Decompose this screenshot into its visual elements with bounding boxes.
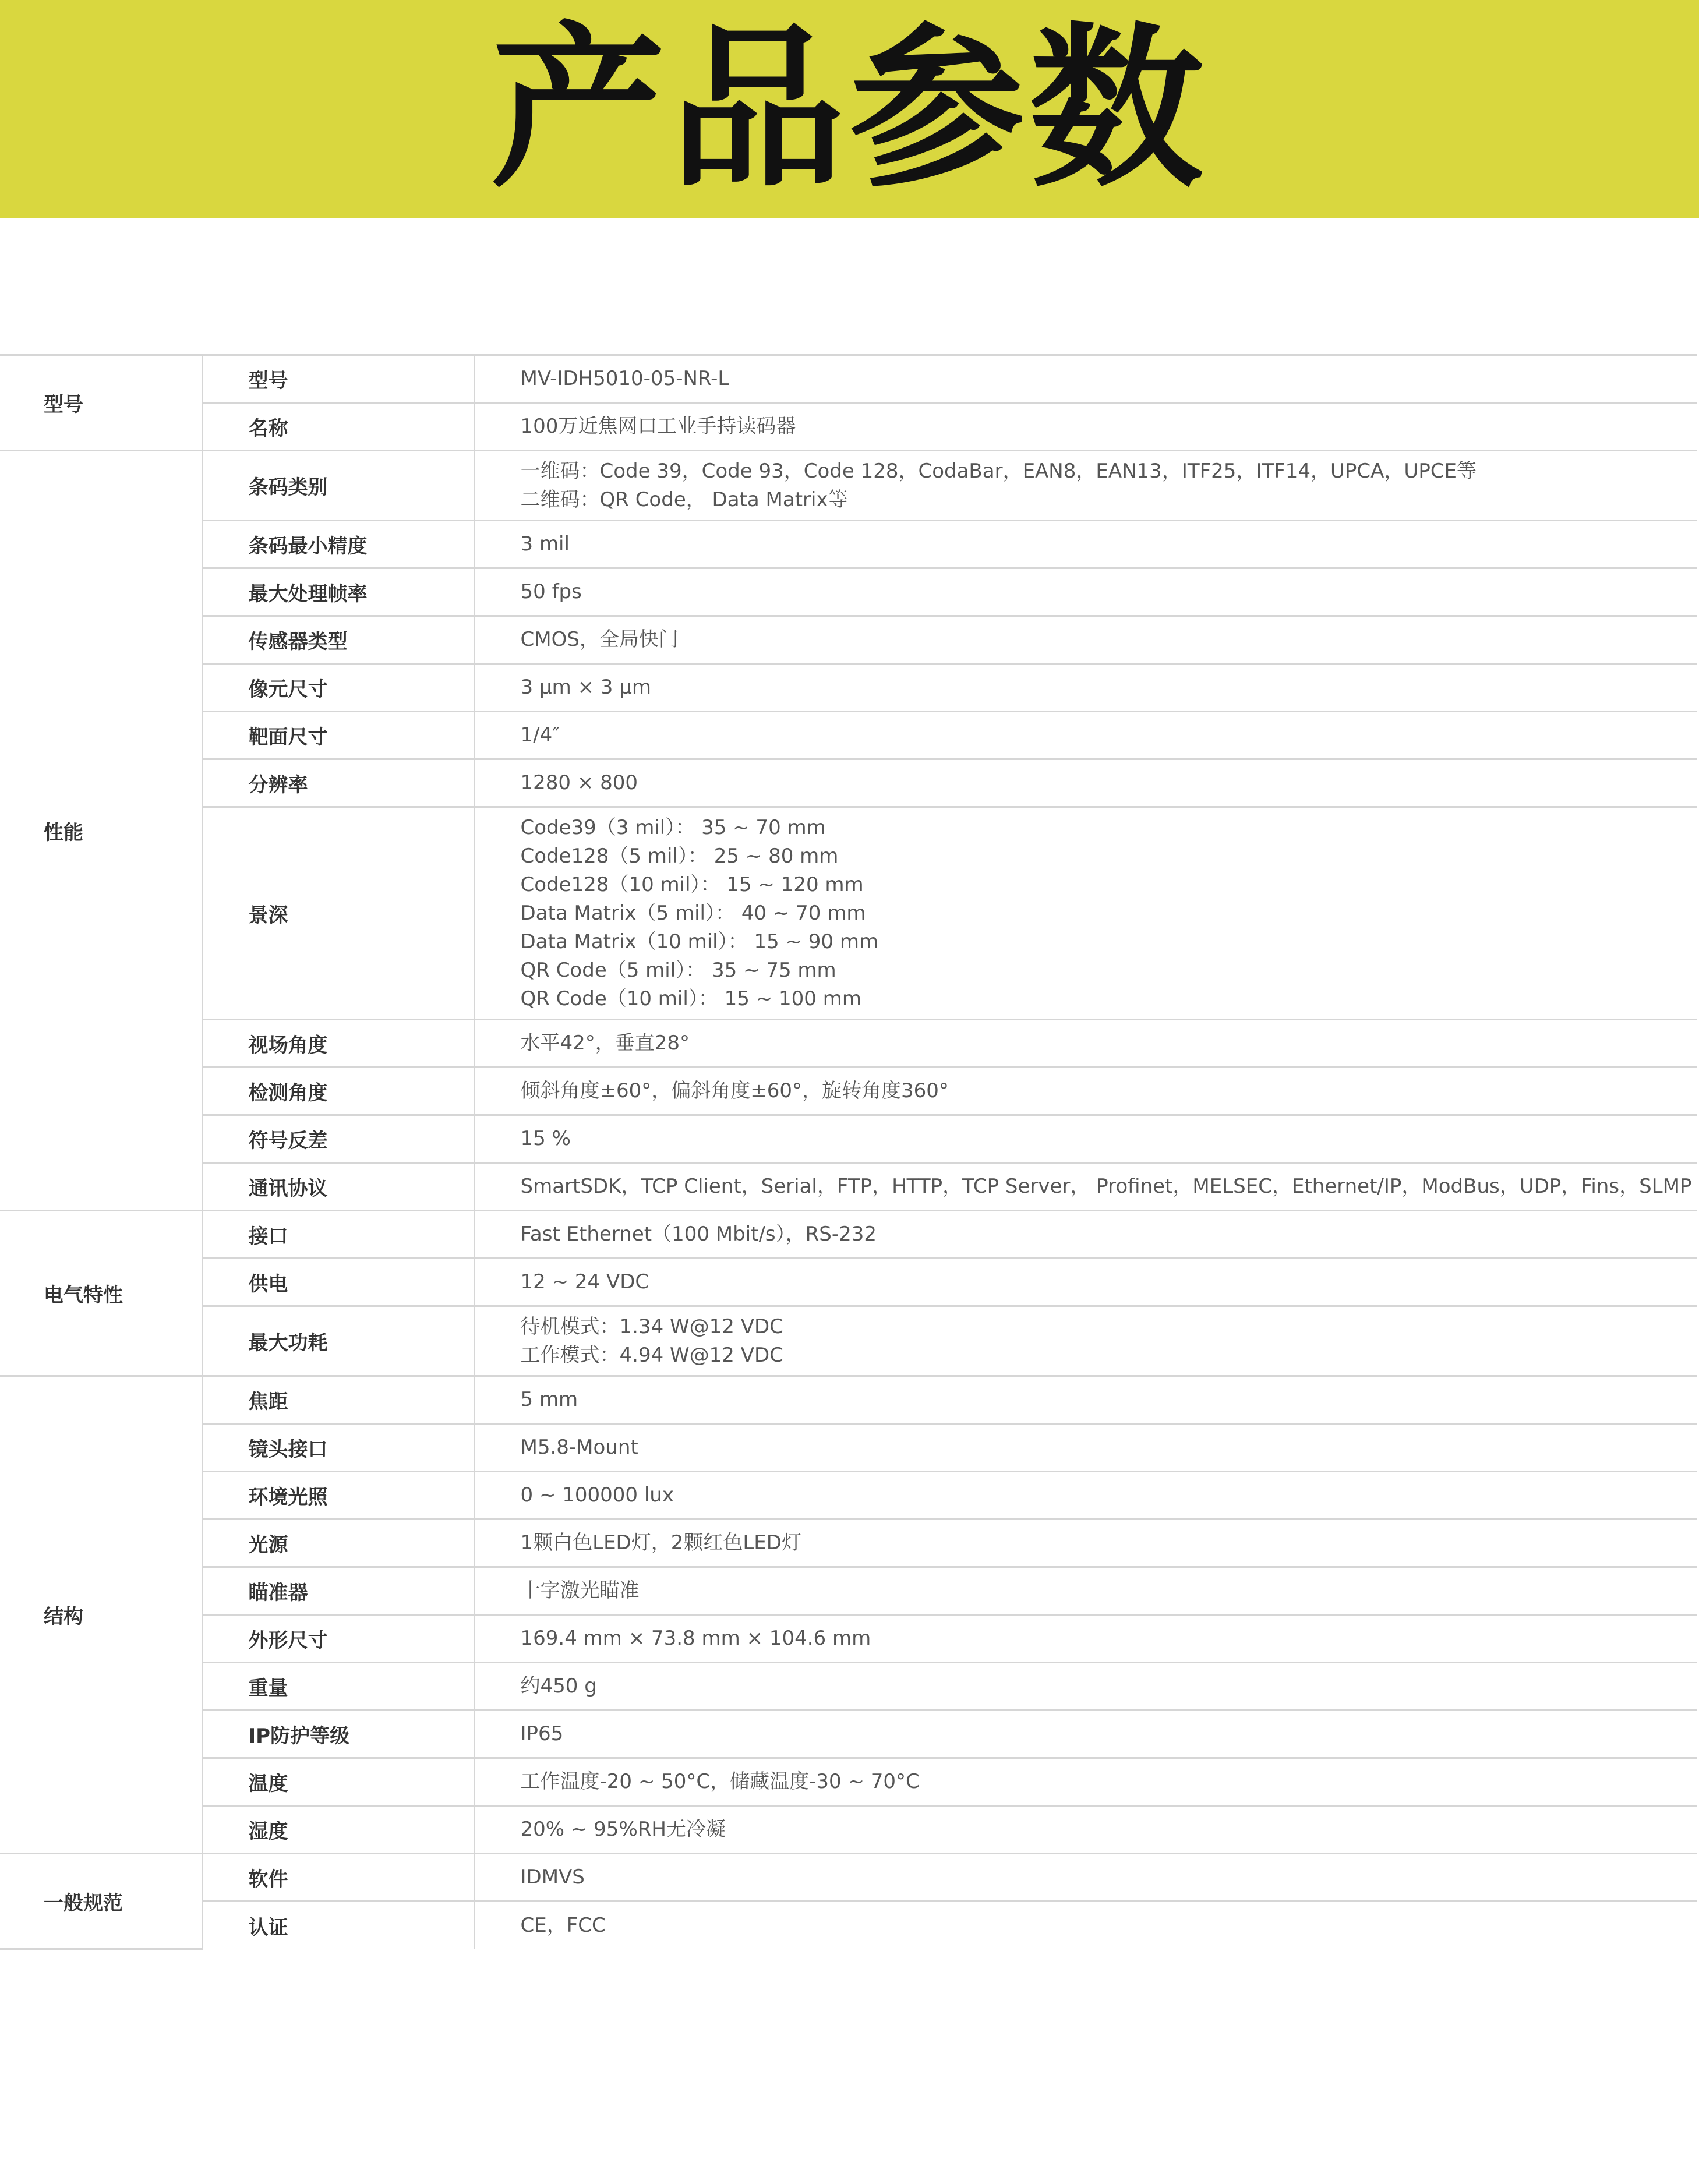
spec-value [474,568,1697,616]
spec-value [474,1711,1697,1758]
spec-label: 湿度 [202,1806,474,1854]
spec-value [474,1902,1697,1949]
spec-value [474,1306,1697,1376]
spec-value [474,1424,1697,1472]
spec-value [474,1567,1697,1615]
spec-value [474,1806,1697,1854]
spec-label: 温度 [202,1758,474,1806]
spec-value-line: QR Code（10 mil）： 15 ~ 100 mm [520,987,861,1010]
spec-value-line: 12 ~ 24 VDC [520,1270,649,1294]
spec-row [0,1711,1697,1758]
spec-row [0,1115,1697,1163]
spec-label: 条码类别 [202,451,474,521]
spec-label: IP防护等级 [202,1711,474,1758]
spec-value [474,712,1697,759]
spec-value [474,1615,1697,1663]
spec-value-line: 1280 × 800 [520,771,638,794]
spec-row [0,1306,1697,1376]
spec-value [474,1519,1697,1567]
spec-label: 焦距 [202,1376,474,1424]
spec-row [0,1758,1697,1806]
spec-label: 环境光照 [202,1472,474,1519]
spec-label: 光源 [202,1519,474,1567]
spec-label: 瞄准器 [202,1567,474,1615]
spec-label: 靶面尺寸 [202,712,474,759]
spec-row [0,451,1697,521]
spec-value-line: 3 mil [520,532,570,556]
spec-value-line: IDMVS [520,1865,585,1889]
spec-value [474,1758,1697,1806]
spec-label: 景深 [202,807,474,1020]
spec-value [474,1163,1697,1211]
spec-value-line: 0 ~ 100000 lux [520,1483,674,1507]
spec-value-line: 工作温度-20 ~ 50°C，储藏温度-30 ~ 70°C [520,1770,920,1793]
spec-value-line: MV-IDH5010-05-NR-L [520,367,729,390]
spec-value-line: 工作模式：4.94 W@12 VDC [520,1343,783,1367]
spec-value-line: 倾斜角度±60°，偏斜角度±60°，旋转角度360° [520,1079,949,1102]
spec-value-line: CMOS，全局快门 [520,628,679,651]
spec-row [0,1902,1697,1949]
page-title: 产品参数 [490,7,1209,211]
spec-value [474,807,1697,1020]
spec-value-line: QR Code（5 mil）： 35 ~ 75 mm [520,958,836,982]
spec-label: 通讯协议 [202,1163,474,1211]
spec-value-line: Data Matrix（10 mil）： 15 ~ 90 mm [520,930,879,953]
spec-value-line: Code128（5 mil）： 25 ~ 80 mm [520,844,839,868]
spec-value-line: 1颗白色LED灯，2颗红色LED灯 [520,1531,801,1554]
spec-group-label: 型号 [0,355,202,451]
spec-value [474,355,1697,403]
spec-table [0,354,1697,1950]
spec-value-line: Code39（3 mil）： 35 ~ 70 mm [520,815,826,839]
spec-group-label: 结构 [0,1376,202,1854]
spec-value-line: CE，FCC [520,1913,606,1937]
spec-row [0,1472,1697,1519]
spec-value [474,1115,1697,1163]
spec-label: 重量 [202,1663,474,1711]
spec-value-line: 十字激光瞄准 [520,1579,640,1602]
spec-value-line: 1/4″ [520,723,560,747]
spec-row [0,1163,1697,1211]
spec-label: 符号反差 [202,1115,474,1163]
spec-label: 最大功耗 [202,1306,474,1376]
spec-row [0,355,1697,403]
spec-value-line: 3 μm × 3 μm [520,676,651,699]
spec-row [0,1068,1697,1115]
spec-label: 传感器类型 [202,616,474,664]
spec-row [0,712,1697,759]
spec-table-body [0,355,1697,1949]
spec-value [474,1211,1697,1259]
spec-label: 软件 [202,1854,474,1902]
spec-value [474,1472,1697,1519]
spec-row [0,1259,1697,1306]
spec-value [474,616,1697,664]
spec-row [0,1854,1697,1902]
spec-value [474,759,1697,807]
spec-label: 视场角度 [202,1020,474,1068]
spec-row [0,568,1697,616]
spec-label: 镜头接口 [202,1424,474,1472]
spec-row [0,664,1697,712]
spec-label: 条码最小精度 [202,521,474,568]
spec-row [0,1020,1697,1068]
spec-value-line: IP65 [520,1722,564,1745]
spec-row [0,1211,1697,1259]
spec-row [0,616,1697,664]
spec-value [474,1020,1697,1068]
spec-row [0,1424,1697,1472]
spec-label: 认证 [202,1902,474,1949]
spec-value [474,1068,1697,1115]
spec-group-label: 一般规范 [0,1854,202,1949]
spec-label: 型号 [202,355,474,403]
spec-label: 检测角度 [202,1068,474,1115]
spec-value-line: Data Matrix（5 mil）： 40 ~ 70 mm [520,901,866,925]
spec-value-line: 约450 g [520,1674,597,1698]
spec-row [0,1519,1697,1567]
spec-row [0,807,1697,1020]
spec-label: 供电 [202,1259,474,1306]
spec-row [0,521,1697,568]
spec-row [0,1663,1697,1711]
spec-value [474,1376,1697,1424]
spec-value [474,403,1697,451]
spec-value-line: 50 fps [520,580,582,603]
spec-group-label: 性能 [0,451,202,1211]
title-banner [0,0,1699,218]
spec-group-label: 电气特性 [0,1211,202,1376]
spec-value-line: 待机模式：1.34 W@12 VDC [520,1314,783,1338]
spec-label: 最大处理帧率 [202,568,474,616]
spec-value-line: 5 mm [520,1388,578,1411]
spec-value [474,1854,1697,1902]
spec-value-line: 15 % [520,1127,571,1150]
spec-value-line: M5.8-Mount [520,1436,638,1459]
spec-label: 接口 [202,1211,474,1259]
spec-value-line: 一维码：Code 39，Code 93，Code 128，CodaBar，EAN8，EAN13，ITF25，ITF14，UPCA，UPCE等 [520,459,1477,483]
spec-value [474,1663,1697,1711]
spec-label: 名称 [202,403,474,451]
spec-value-line: 169.4 mm × 73.8 mm × 104.6 mm [520,1627,871,1650]
spec-value-line: 水平42°，垂直28° [520,1031,690,1055]
spec-label: 像元尺寸 [202,664,474,712]
spec-row [0,1376,1697,1424]
spec-value-line: SmartSDK，TCP Client，Serial，FTP，HTTP，TCP Server， Profinet，MELSEC，Ethernet/IP，ModBus，UDP，Fins，SLMP [520,1175,1692,1198]
spec-row [0,1806,1697,1854]
spec-value [474,664,1697,712]
spec-value-line: Fast Ethernet（100 Mbit/s），RS-232 [520,1222,877,1246]
spec-value-line: 二维码：QR Code， Data Matrix等 [520,487,848,511]
spec-label: 外形尺寸 [202,1615,474,1663]
spec-value-line: Code128（10 mil）： 15 ~ 120 mm [520,872,864,896]
spec-row [0,403,1697,451]
spec-row [0,1567,1697,1615]
spec-value [474,1259,1697,1306]
spec-label: 分辨率 [202,759,474,807]
spec-value [474,521,1697,568]
spec-row [0,759,1697,807]
spec-row [0,1615,1697,1663]
spec-value [474,451,1697,521]
spec-value-line: 100万近焦网口工业手持读码器 [520,415,796,438]
spec-value-line: 20% ~ 95%RH无冷凝 [520,1818,726,1841]
